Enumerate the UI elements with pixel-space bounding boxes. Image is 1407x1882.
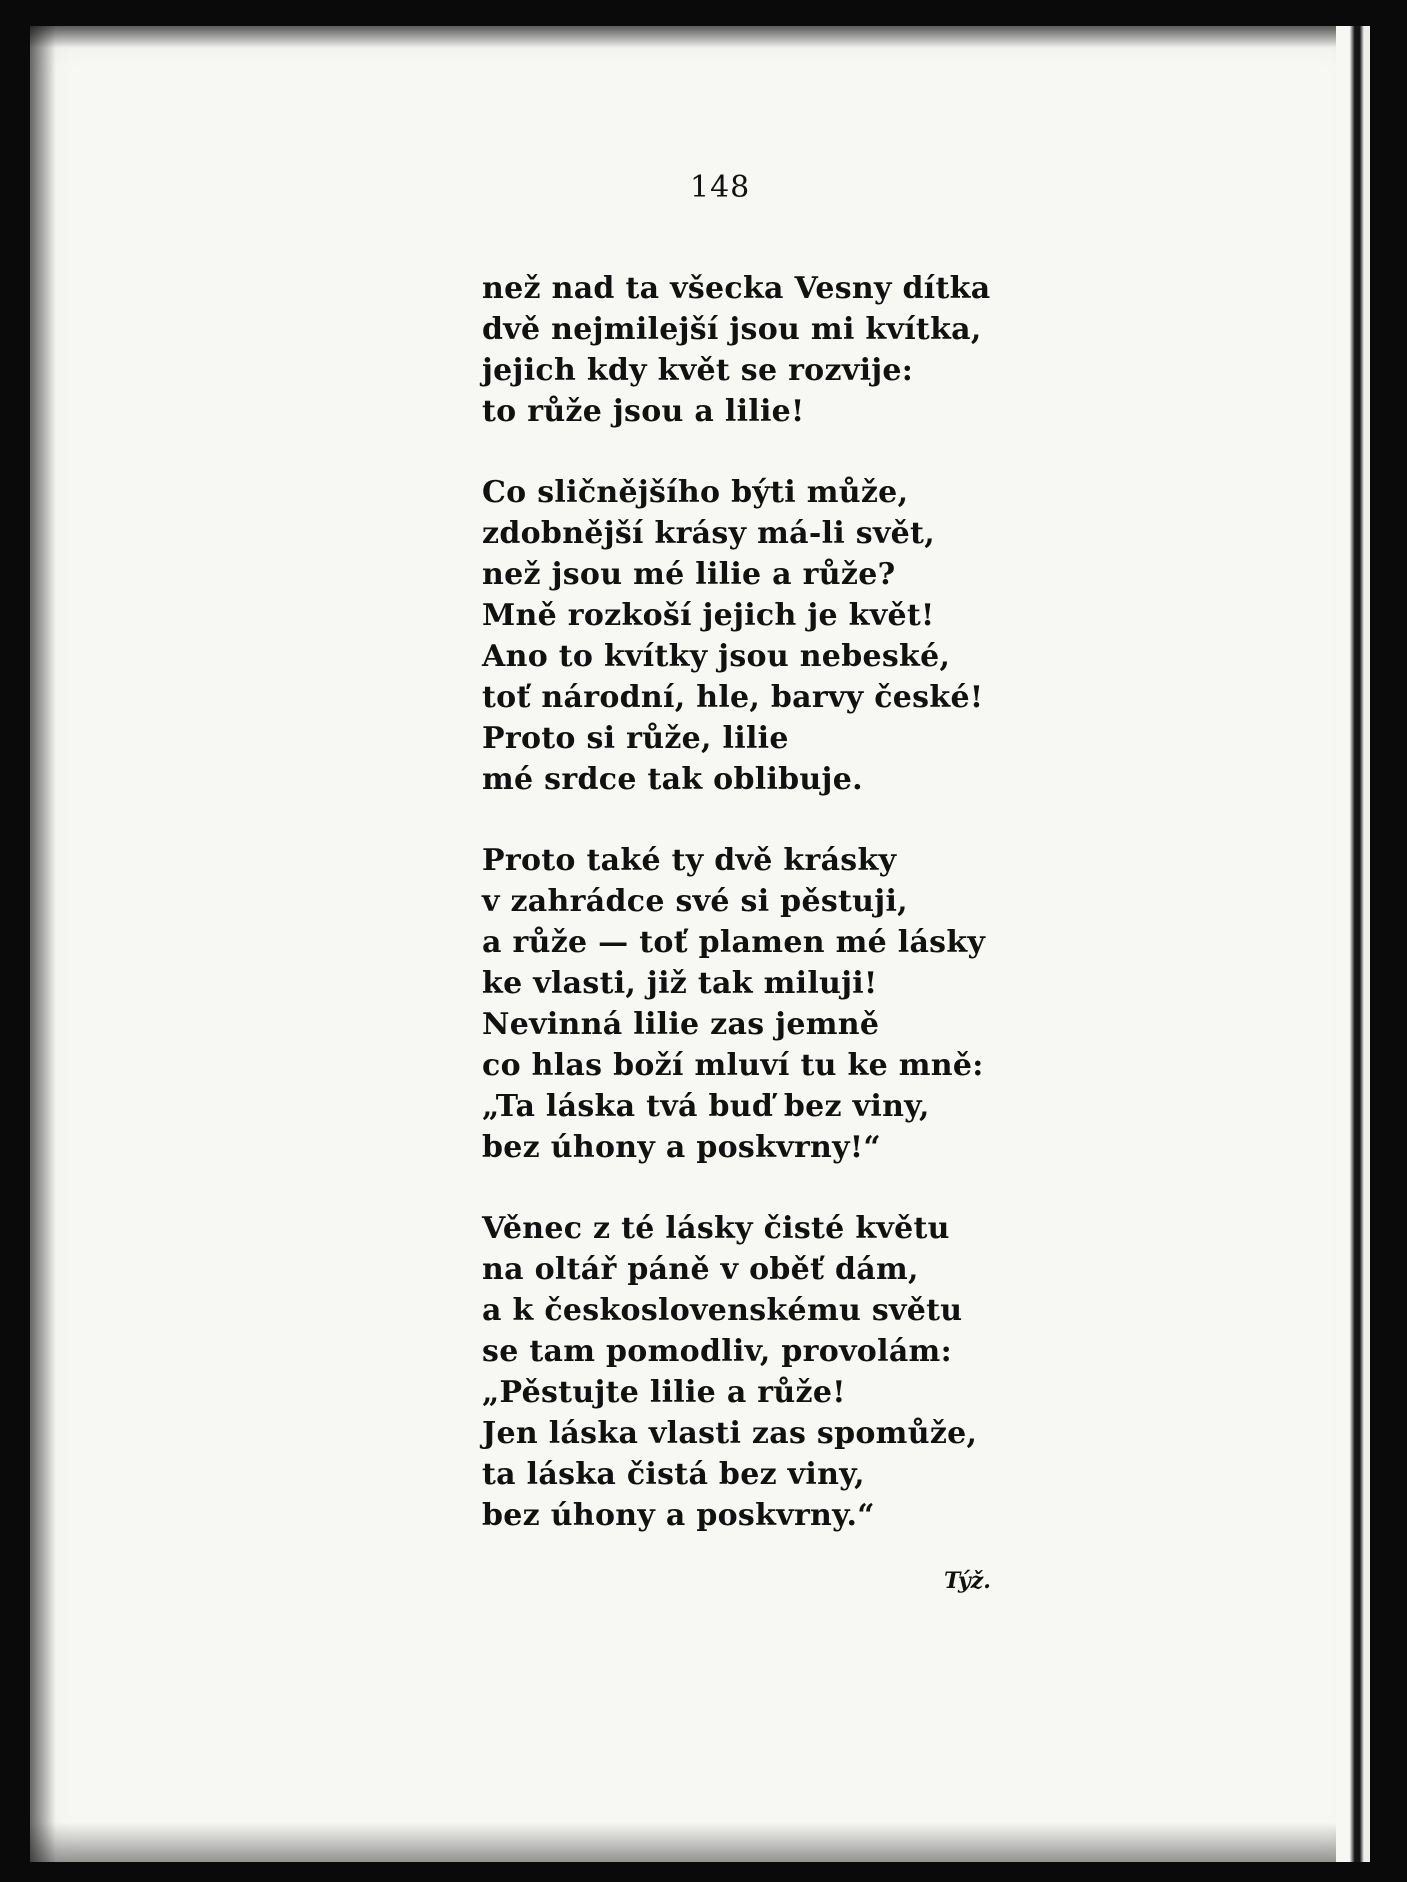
- poem-line: mé srdce tak oblibuje.: [482, 762, 863, 797]
- page-bottom-shadow: [30, 1822, 1370, 1862]
- poem-line: Mně rozkoší jejich je květ!: [482, 598, 935, 633]
- poem-line: ta láska čistá bez viny,: [482, 1457, 865, 1492]
- poem-line: „Ta láska tvá buď bez viny,: [482, 1089, 930, 1124]
- poem-line: Nevinná lilie zas jemně: [482, 1007, 880, 1042]
- page-number: 148: [690, 170, 751, 205]
- poem-line: „Pěstujte lilie a růže!: [482, 1375, 846, 1410]
- stanza-3: [482, 840, 990, 1168]
- poem: [482, 268, 990, 1576]
- stanza-1: [482, 268, 990, 432]
- poem-line: se tam pomodliv, provolám:: [482, 1334, 952, 1369]
- poem-line: Proto také ty dvě krásky: [482, 843, 897, 878]
- poem-line: než nad ta všecka Vesny dítka: [482, 271, 991, 306]
- poem-line: jejich kdy květ se rozvije:: [482, 353, 914, 388]
- poem-line: toť národní, hle, barvy české!: [482, 680, 984, 715]
- poem-line: než jsou mé lilie a růže?: [482, 557, 896, 592]
- poem-line: na oltář páně v oběť dám,: [482, 1252, 919, 1287]
- poem-line: a růže — toť plamen mé lásky: [482, 925, 986, 960]
- poem-line: dvě nejmilejší jsou mi kvítka,: [482, 312, 982, 347]
- poem-line: co hlas boží mluví tu ke mně:: [482, 1048, 984, 1083]
- poem-line: Ano to kvítky jsou nebeské,: [482, 639, 951, 674]
- poem-line: Co sličnějšího býti může,: [482, 475, 909, 510]
- poem-line: to růže jsou a lilie!: [482, 394, 805, 429]
- stanza-2: [482, 472, 990, 800]
- page-top-shadow: [30, 26, 1370, 48]
- page-right-edge: [1336, 26, 1370, 1862]
- poem-line: a k československému světu: [482, 1293, 963, 1328]
- poem-line: Věnec z té lásky čisté květu: [482, 1211, 950, 1246]
- poem-line: ke vlasti, již tak miluji!: [482, 966, 878, 1001]
- poem-line: Proto si růže, lilie: [482, 721, 789, 756]
- poem-line: zdobnější krásy má-li svět,: [482, 516, 935, 551]
- poem-line: bez úhony a poskvrny.“: [482, 1498, 875, 1533]
- poem-line: Jen láska vlasti zas spomůže,: [482, 1416, 978, 1451]
- poem-line: v zahrádce své si pěstuji,: [482, 884, 908, 919]
- page-left-shadow: [30, 26, 56, 1862]
- author-signature: Týž.: [944, 1568, 991, 1594]
- poem-line: bez úhony a poskvrny!“: [482, 1130, 881, 1165]
- stanza-4: [482, 1208, 990, 1536]
